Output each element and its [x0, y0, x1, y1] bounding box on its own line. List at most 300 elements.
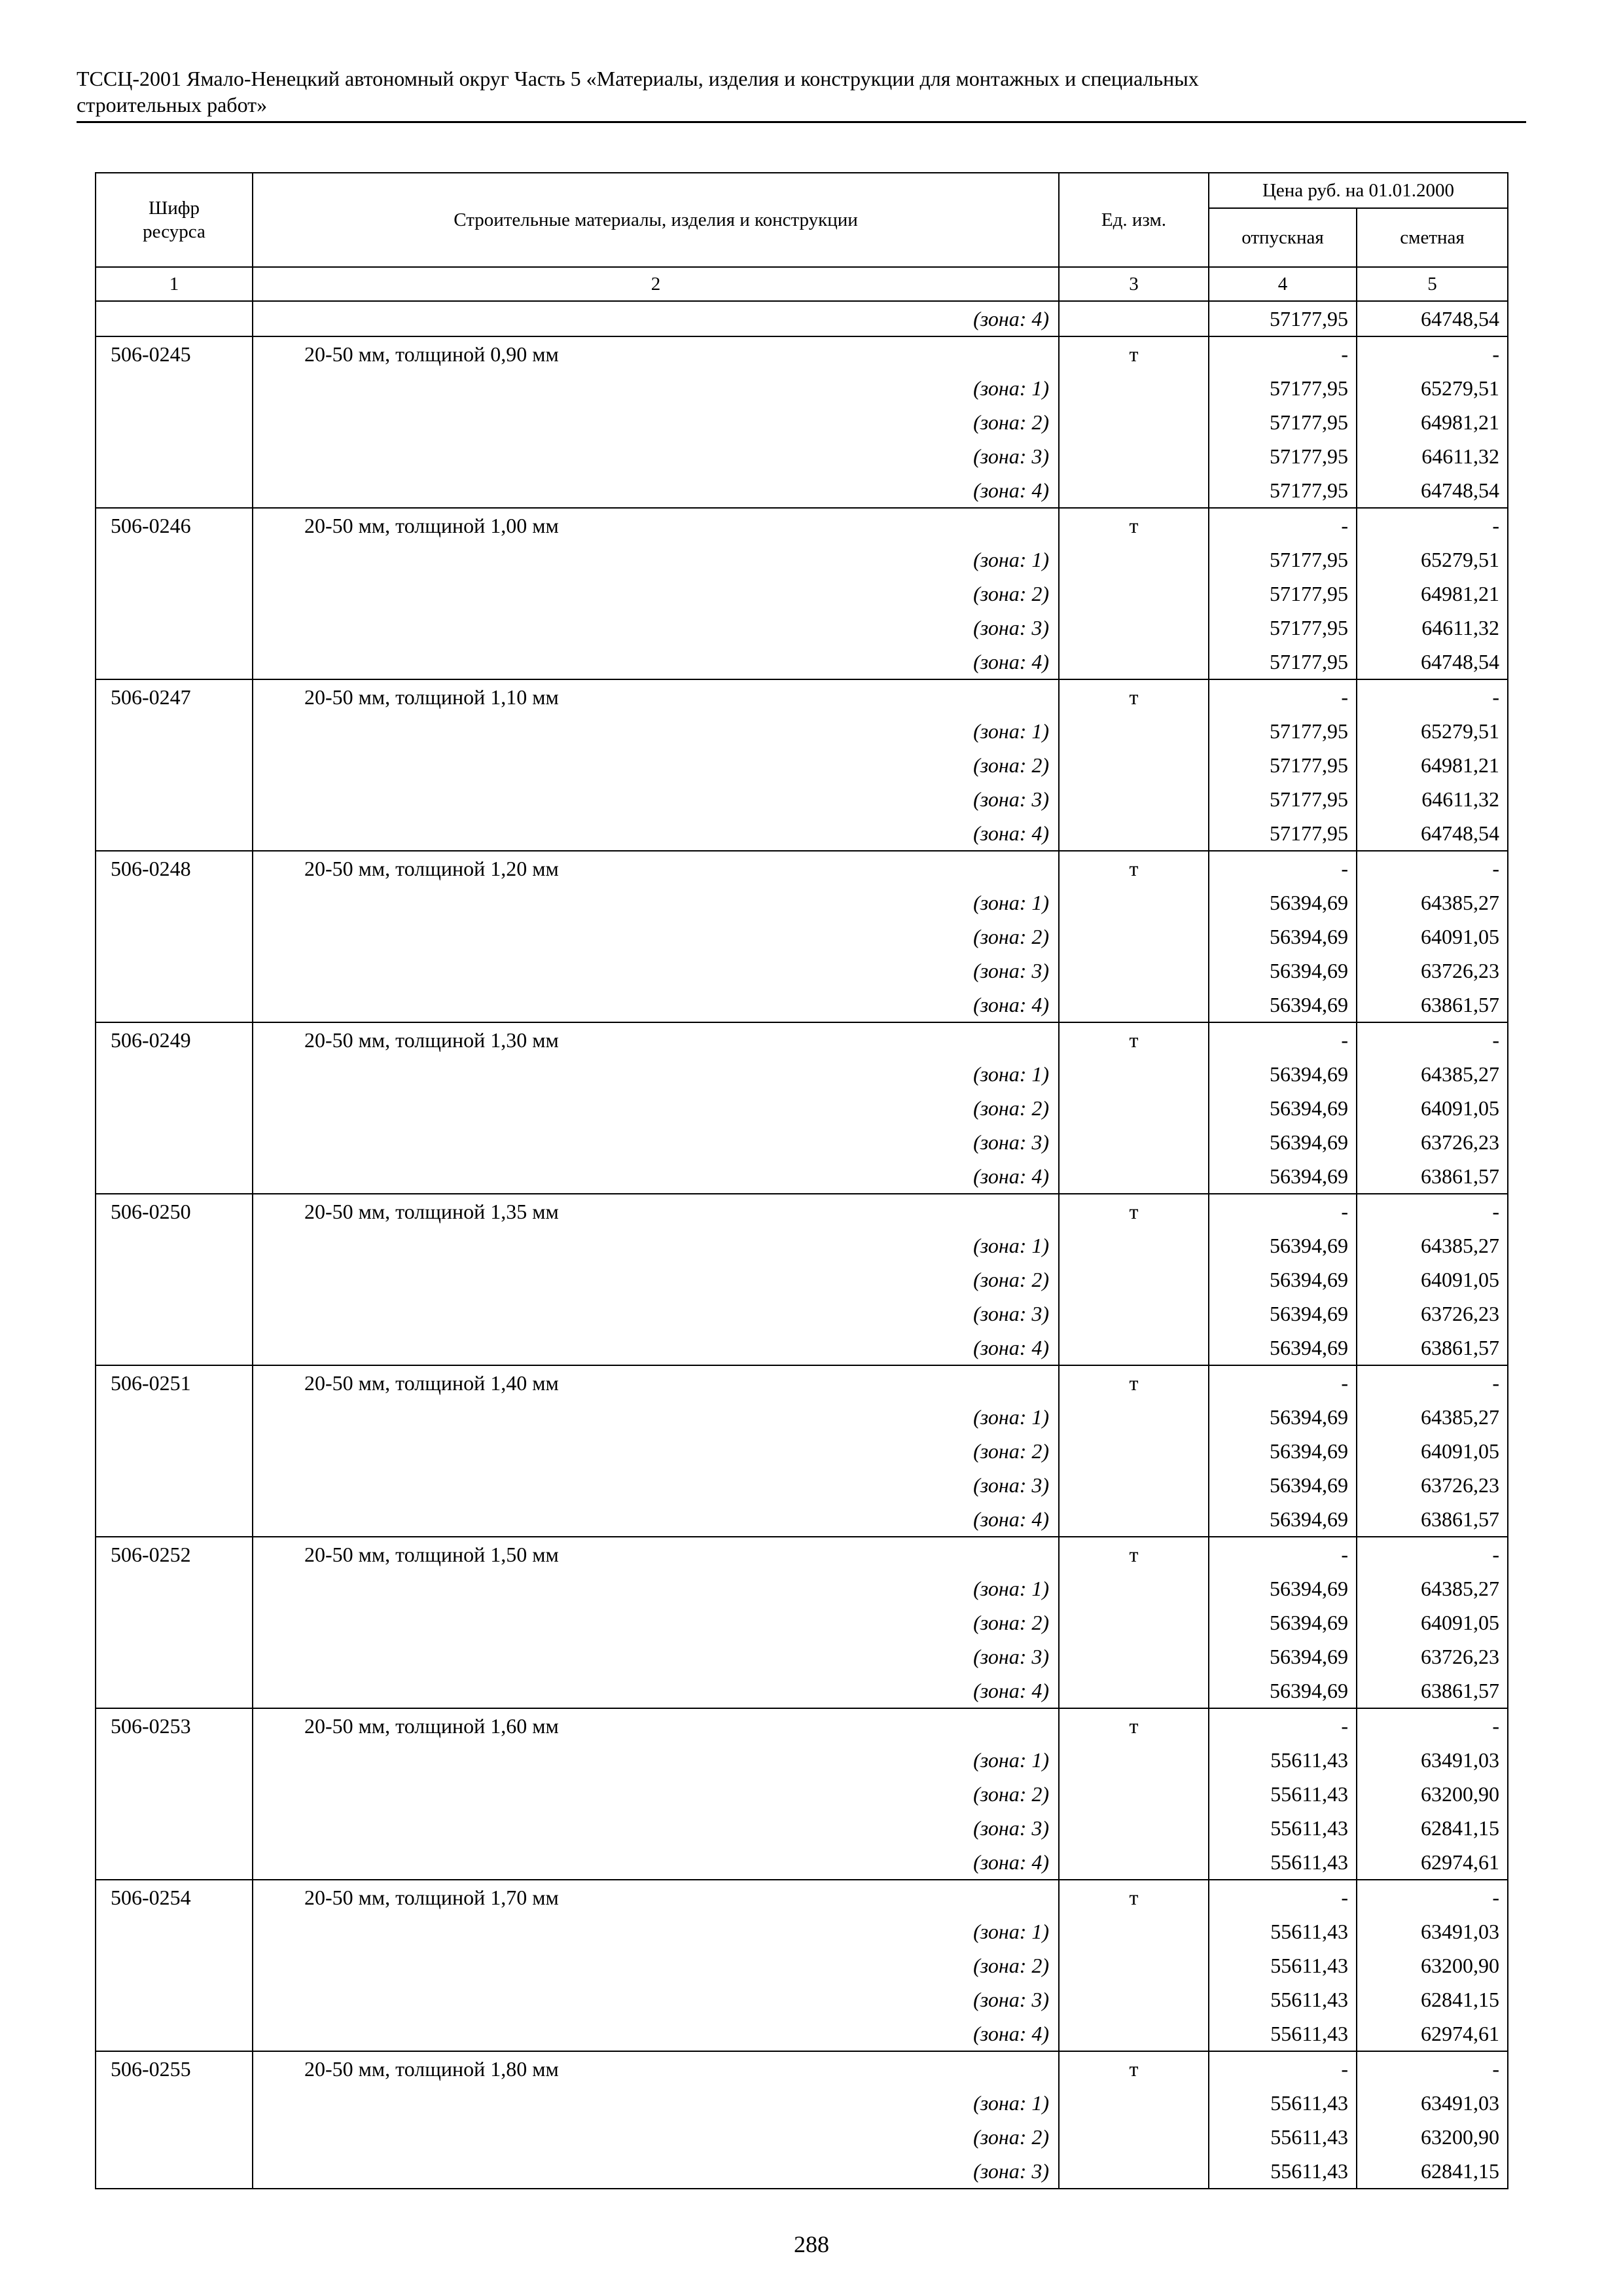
cell-zone: (зона: 2): [253, 405, 1059, 439]
table-row: [96, 1948, 1508, 1982]
cell-unit: [1059, 1914, 1209, 1948]
table-row: [96, 679, 1508, 714]
cell-estimate-price: 63726,23: [1357, 1640, 1508, 1674]
cell-unit: [1059, 1845, 1209, 1880]
cell-release-price: 55611,43: [1209, 1845, 1357, 1880]
cell-estimate-price: 65279,51: [1357, 714, 1508, 748]
cell-code: [96, 1331, 253, 1365]
cell-estimate-price: 64748,54: [1357, 816, 1508, 851]
cell-code: [96, 1948, 253, 1982]
cell-release-price: 55611,43: [1209, 2086, 1357, 2120]
col-unit-header: Ед. изм.: [1059, 173, 1209, 267]
table-row: [96, 1982, 1508, 2017]
cell-code: 506-0248: [96, 851, 253, 886]
cell-unit: [1059, 1811, 1209, 1845]
header-line-2: строительных работ»: [77, 93, 268, 117]
cell-code: [96, 1434, 253, 1468]
table-row: [96, 336, 1508, 371]
table-row: [96, 1845, 1508, 1880]
table-row: [96, 1708, 1508, 1743]
table-row: [96, 1022, 1508, 1057]
cell-code: [96, 1571, 253, 1605]
cell-release-price: 57177,95: [1209, 714, 1357, 748]
cell-code: [96, 748, 253, 782]
cell-code: [96, 714, 253, 748]
cell-zone: (зона: 2): [253, 577, 1059, 611]
cell-release-price: 55611,43: [1209, 1743, 1357, 1777]
cell-estimate-price: 63726,23: [1357, 1468, 1508, 1502]
cell-estimate-price: -: [1357, 679, 1508, 714]
cell-release-price: 57177,95: [1209, 645, 1357, 679]
cell-unit: [1059, 2120, 1209, 2154]
cell-code: [96, 954, 253, 988]
cell-zone: (зона: 2): [253, 748, 1059, 782]
cell-release-price: 55611,43: [1209, 2154, 1357, 2189]
cell-code: [96, 1297, 253, 1331]
table-row: [96, 851, 1508, 886]
cell-estimate-price: 63491,03: [1357, 1914, 1508, 1948]
cell-estimate-price: 63861,57: [1357, 1674, 1508, 1708]
cell-unit: [1059, 886, 1209, 920]
table-row: [96, 1605, 1508, 1640]
page-number: 288: [794, 2231, 829, 2257]
cell-zone: (зона: 2): [253, 2120, 1059, 2154]
cell-release-price: -: [1209, 2051, 1357, 2086]
table-row: [96, 645, 1508, 679]
table-row: [96, 1194, 1508, 1229]
cell-release-price: 56394,69: [1209, 1400, 1357, 1434]
cell-code: [96, 1605, 253, 1640]
cell-release-price: 56394,69: [1209, 1125, 1357, 1159]
cell-release-price: 57177,95: [1209, 782, 1357, 816]
cell-estimate-price: 63726,23: [1357, 954, 1508, 988]
cell-zone: (зона: 2): [253, 1091, 1059, 1125]
cell-zone: (зона: 4): [253, 1674, 1059, 1708]
cell-zone: (зона: 3): [253, 1468, 1059, 1502]
cell-release-price: 56394,69: [1209, 1605, 1357, 1640]
cell-release-price: 57177,95: [1209, 439, 1357, 473]
cell-name: 20-50 мм, толщиной 1,35 мм: [253, 1194, 1059, 1229]
cell-code: [96, 2154, 253, 2189]
cell-name: 20-50 мм, толщиной 1,70 мм: [253, 1880, 1059, 1914]
cell-zone: (зона: 1): [253, 543, 1059, 577]
cell-code: [96, 1091, 253, 1125]
cell-estimate-price: 63200,90: [1357, 1777, 1508, 1811]
cell-unit: [1059, 1777, 1209, 1811]
cell-unit: [1059, 645, 1209, 679]
cell-unit: [1059, 611, 1209, 645]
cell-release-price: 56394,69: [1209, 1571, 1357, 1605]
cell-release-price: 57177,95: [1209, 748, 1357, 782]
table-row: [96, 954, 1508, 988]
table-row: [96, 1057, 1508, 1091]
cell-estimate-price: 64091,05: [1357, 1434, 1508, 1468]
cell-zone: (зона: 1): [253, 2086, 1059, 2120]
cell-unit: [1059, 1674, 1209, 1708]
cell-release-price: 55611,43: [1209, 1982, 1357, 2017]
cell-zone: (зона: 1): [253, 371, 1059, 405]
cell-code: [96, 988, 253, 1022]
cell-zone: (зона: 4): [253, 1845, 1059, 1880]
cell-estimate-price: 64385,27: [1357, 1400, 1508, 1434]
cell-unit: т: [1059, 1022, 1209, 1057]
cell-zone: (зона: 4): [253, 645, 1059, 679]
cell-estimate-price: 62841,15: [1357, 1982, 1508, 2017]
cell-release-price: -: [1209, 1194, 1357, 1229]
table-row: [96, 1502, 1508, 1537]
cell-unit: [1059, 2086, 1209, 2120]
cell-zone: (зона: 3): [253, 1982, 1059, 2017]
col-number-3: 3: [1059, 267, 1209, 301]
cell-estimate-price: -: [1357, 1708, 1508, 1743]
cell-zone: (зона: 1): [253, 1229, 1059, 1263]
table-row: [96, 1400, 1508, 1434]
cell-zone: (зона: 4): [253, 1331, 1059, 1365]
cell-zone: (зона: 4): [253, 301, 1059, 336]
cell-name: 20-50 мм, толщиной 1,60 мм: [253, 1708, 1059, 1743]
col-release-header: отпускная: [1209, 208, 1357, 267]
cell-estimate-price: 64385,27: [1357, 886, 1508, 920]
cell-release-price: 56394,69: [1209, 1091, 1357, 1125]
cell-estimate-price: -: [1357, 508, 1508, 543]
cell-code: [96, 371, 253, 405]
cell-code: 506-0254: [96, 1880, 253, 1914]
cell-code: [96, 577, 253, 611]
table-row: [96, 1537, 1508, 1571]
cell-estimate-price: 64611,32: [1357, 782, 1508, 816]
table-row: [96, 577, 1508, 611]
cell-release-price: 56394,69: [1209, 920, 1357, 954]
cell-zone: (зона: 3): [253, 1640, 1059, 1674]
cell-unit: [1059, 1605, 1209, 1640]
cell-release-price: 56394,69: [1209, 1263, 1357, 1297]
cell-release-price: 57177,95: [1209, 473, 1357, 508]
cell-estimate-price: -: [1357, 1365, 1508, 1400]
cell-release-price: 55611,43: [1209, 2120, 1357, 2154]
cell-unit: [1059, 1571, 1209, 1605]
cell-zone: (зона: 1): [253, 1571, 1059, 1605]
table-row: [96, 714, 1508, 748]
price-table: [95, 172, 1508, 2189]
cell-estimate-price: 62841,15: [1357, 1811, 1508, 1845]
cell-unit: [1059, 1468, 1209, 1502]
cell-code: [96, 1982, 253, 2017]
cell-estimate-price: 63861,57: [1357, 988, 1508, 1022]
cell-code: [96, 2120, 253, 2154]
cell-release-price: -: [1209, 508, 1357, 543]
cell-estimate-price: 64385,27: [1357, 1571, 1508, 1605]
cell-estimate-price: -: [1357, 851, 1508, 886]
table-row: [96, 1434, 1508, 1468]
cell-name: 20-50 мм, толщиной 1,50 мм: [253, 1537, 1059, 1571]
cell-unit: [1059, 954, 1209, 988]
cell-unit: [1059, 2154, 1209, 2189]
cell-estimate-price: -: [1357, 2051, 1508, 2086]
cell-unit: [1059, 301, 1209, 336]
cell-code: [96, 2086, 253, 2120]
cell-release-price: -: [1209, 1880, 1357, 1914]
cell-unit: [1059, 1297, 1209, 1331]
table-row: [96, 988, 1508, 1022]
cell-estimate-price: 64385,27: [1357, 1229, 1508, 1263]
cell-release-price: 55611,43: [1209, 1914, 1357, 1948]
header-line-1: ТССЦ-2001 Ямало-Ненецкий автономный округ Часть 5 «Материалы, изделия и конструкции для монтажных и специальных: [77, 67, 1199, 90]
cell-estimate-price: 63200,90: [1357, 1948, 1508, 1982]
table-row: [96, 748, 1508, 782]
cell-zone: (зона: 3): [253, 782, 1059, 816]
cell-unit: [1059, 1091, 1209, 1125]
table-row: [96, 1777, 1508, 1811]
cell-name: 20-50 мм, толщиной 0,90 мм: [253, 336, 1059, 371]
cell-zone: (зона: 1): [253, 1057, 1059, 1091]
cell-code: [96, 1400, 253, 1434]
cell-code: [96, 543, 253, 577]
cell-estimate-price: -: [1357, 1537, 1508, 1571]
cell-name: 20-50 мм, толщиной 1,40 мм: [253, 1365, 1059, 1400]
cell-unit: [1059, 1159, 1209, 1194]
cell-code: [96, 1057, 253, 1091]
cell-estimate-price: 63200,90: [1357, 2120, 1508, 2154]
cell-unit: [1059, 405, 1209, 439]
cell-unit: [1059, 1948, 1209, 1982]
cell-code: 506-0250: [96, 1194, 253, 1229]
cell-code: 506-0246: [96, 508, 253, 543]
table-row: [96, 1880, 1508, 1914]
cell-estimate-price: -: [1357, 1194, 1508, 1229]
cell-estimate-price: -: [1357, 1022, 1508, 1057]
table-row: [96, 1914, 1508, 1948]
table-row: [96, 1159, 1508, 1194]
cell-estimate-price: 64385,27: [1357, 1057, 1508, 1091]
cell-estimate-price: 64091,05: [1357, 1263, 1508, 1297]
cell-name: 20-50 мм, толщиной 1,30 мм: [253, 1022, 1059, 1057]
header-rule: [77, 121, 1526, 123]
table-row: [96, 1331, 1508, 1365]
cell-estimate-price: 64091,05: [1357, 1605, 1508, 1640]
table-row: [96, 2086, 1508, 2120]
table-header: [96, 173, 1508, 301]
cell-unit: [1059, 473, 1209, 508]
table-row: [96, 1640, 1508, 1674]
cell-release-price: -: [1209, 1022, 1357, 1057]
table-row: [96, 1468, 1508, 1502]
cell-unit: т: [1059, 336, 1209, 371]
cell-release-price: -: [1209, 679, 1357, 714]
cell-release-price: 56394,69: [1209, 1640, 1357, 1674]
cell-unit: т: [1059, 2051, 1209, 2086]
cell-release-price: -: [1209, 851, 1357, 886]
table-row: [96, 2051, 1508, 2086]
cell-zone: (зона: 1): [253, 1743, 1059, 1777]
cell-release-price: 56394,69: [1209, 1159, 1357, 1194]
cell-zone: (зона: 2): [253, 920, 1059, 954]
cell-zone: (зона: 3): [253, 439, 1059, 473]
cell-code: 506-0249: [96, 1022, 253, 1057]
cell-zone: (зона: 4): [253, 816, 1059, 851]
cell-release-price: 57177,95: [1209, 371, 1357, 405]
cell-estimate-price: 64981,21: [1357, 748, 1508, 782]
cell-name: 20-50 мм, толщиной 1,80 мм: [253, 2051, 1059, 2086]
cell-code: [96, 1674, 253, 1708]
cell-release-price: 57177,95: [1209, 301, 1357, 336]
cell-zone: (зона: 2): [253, 1263, 1059, 1297]
cell-release-price: 56394,69: [1209, 1674, 1357, 1708]
table-row: [96, 1365, 1508, 1400]
cell-code: 506-0252: [96, 1537, 253, 1571]
cell-zone: (зона: 4): [253, 988, 1059, 1022]
cell-unit: [1059, 2017, 1209, 2051]
cell-unit: [1059, 543, 1209, 577]
table-row: [96, 405, 1508, 439]
cell-release-price: 56394,69: [1209, 1502, 1357, 1537]
cell-code: [96, 920, 253, 954]
cell-unit: [1059, 782, 1209, 816]
table-row: [96, 886, 1508, 920]
cell-name: 20-50 мм, толщиной 1,10 мм: [253, 679, 1059, 714]
cell-estimate-price: 63491,03: [1357, 1743, 1508, 1777]
cell-estimate-price: 62841,15: [1357, 2154, 1508, 2189]
cell-unit: [1059, 371, 1209, 405]
cell-release-price: 56394,69: [1209, 1229, 1357, 1263]
cell-release-price: 56394,69: [1209, 988, 1357, 1022]
cell-estimate-price: 64748,54: [1357, 473, 1508, 508]
cell-code: [96, 1777, 253, 1811]
table-row: [96, 1229, 1508, 1263]
cell-estimate-price: 64611,32: [1357, 439, 1508, 473]
cell-release-price: -: [1209, 336, 1357, 371]
cell-code: [96, 1468, 253, 1502]
cell-unit: [1059, 1640, 1209, 1674]
table-row: [96, 1571, 1508, 1605]
cell-code: [96, 1845, 253, 1880]
cell-zone: (зона: 3): [253, 1125, 1059, 1159]
cell-unit: т: [1059, 1537, 1209, 1571]
cell-code: [96, 1811, 253, 1845]
cell-release-price: 56394,69: [1209, 954, 1357, 988]
cell-code: [96, 1640, 253, 1674]
cell-estimate-price: 63861,57: [1357, 1502, 1508, 1537]
cell-code: [96, 886, 253, 920]
cell-code: [96, 645, 253, 679]
cell-release-price: 55611,43: [1209, 1777, 1357, 1811]
cell-unit: [1059, 1125, 1209, 1159]
cell-zone: (зона: 3): [253, 2154, 1059, 2189]
cell-code: [96, 301, 253, 336]
cell-code: [96, 1914, 253, 1948]
cell-code: [96, 405, 253, 439]
cell-release-price: 55611,43: [1209, 1948, 1357, 1982]
cell-estimate-price: -: [1357, 1880, 1508, 1914]
cell-code: [96, 1502, 253, 1537]
cell-release-price: 55611,43: [1209, 1811, 1357, 1845]
col-number-4: 4: [1209, 267, 1357, 301]
cell-name: 20-50 мм, толщиной 1,00 мм: [253, 508, 1059, 543]
table-row: [96, 1091, 1508, 1125]
cell-estimate-price: 63491,03: [1357, 2086, 1508, 2120]
cell-release-price: -: [1209, 1708, 1357, 1743]
table-row: [96, 439, 1508, 473]
cell-code: [96, 473, 253, 508]
cell-release-price: -: [1209, 1365, 1357, 1400]
cell-release-price: 55611,43: [1209, 2017, 1357, 2051]
cell-code: [96, 1159, 253, 1194]
cell-name: 20-50 мм, толщиной 1,20 мм: [253, 851, 1059, 886]
table-row: [96, 2017, 1508, 2051]
cell-unit: т: [1059, 1365, 1209, 1400]
cell-zone: (зона: 2): [253, 1777, 1059, 1811]
cell-estimate-price: 65279,51: [1357, 371, 1508, 405]
cell-estimate-price: 64748,54: [1357, 645, 1508, 679]
cell-code: 506-0247: [96, 679, 253, 714]
cell-unit: [1059, 1400, 1209, 1434]
col-number-1: 1: [96, 267, 253, 301]
cell-estimate-price: -: [1357, 336, 1508, 371]
cell-unit: т: [1059, 508, 1209, 543]
cell-unit: т: [1059, 1880, 1209, 1914]
cell-unit: [1059, 1502, 1209, 1537]
cell-code: [96, 782, 253, 816]
cell-zone: (зона: 1): [253, 714, 1059, 748]
cell-estimate-price: 64981,21: [1357, 577, 1508, 611]
cell-code: [96, 1125, 253, 1159]
col-code-header: Шифр ресурса: [96, 173, 253, 267]
cell-unit: [1059, 816, 1209, 851]
document-header: [77, 65, 1516, 118]
table-row: [96, 1743, 1508, 1777]
cell-unit: [1059, 988, 1209, 1022]
cell-code: [96, 1743, 253, 1777]
cell-estimate-price: 64981,21: [1357, 405, 1508, 439]
cell-unit: [1059, 1229, 1209, 1263]
cell-zone: (зона: 3): [253, 1811, 1059, 1845]
cell-release-price: 57177,95: [1209, 611, 1357, 645]
cell-zone: (зона: 3): [253, 1297, 1059, 1331]
cell-zone: (зона: 1): [253, 1400, 1059, 1434]
cell-zone: (зона: 1): [253, 1914, 1059, 1948]
cell-release-price: 56394,69: [1209, 1434, 1357, 1468]
cell-unit: [1059, 439, 1209, 473]
table-row: [96, 920, 1508, 954]
cell-release-price: -: [1209, 1537, 1357, 1571]
cell-unit: [1059, 1263, 1209, 1297]
table-row: [96, 301, 1508, 336]
table-row: [96, 508, 1508, 543]
table-body: [96, 301, 1508, 2189]
cell-zone: (зона: 4): [253, 473, 1059, 508]
cell-zone: (зона: 3): [253, 954, 1059, 988]
table-row: [96, 1674, 1508, 1708]
cell-code: 506-0251: [96, 1365, 253, 1400]
table-row: [96, 543, 1508, 577]
table-row: [96, 611, 1508, 645]
cell-unit: т: [1059, 1708, 1209, 1743]
table-row: [96, 2154, 1508, 2189]
table-row: [96, 1811, 1508, 1845]
cell-code: 506-0255: [96, 2051, 253, 2086]
cell-zone: (зона: 2): [253, 1605, 1059, 1640]
table-row: [96, 2120, 1508, 2154]
table-row: [96, 371, 1508, 405]
cell-code: [96, 439, 253, 473]
cell-code: [96, 611, 253, 645]
cell-unit: т: [1059, 679, 1209, 714]
cell-zone: (зона: 3): [253, 611, 1059, 645]
cell-unit: [1059, 748, 1209, 782]
cell-code: [96, 1229, 253, 1263]
cell-unit: [1059, 1057, 1209, 1091]
cell-code: [96, 816, 253, 851]
table-row: [96, 473, 1508, 508]
